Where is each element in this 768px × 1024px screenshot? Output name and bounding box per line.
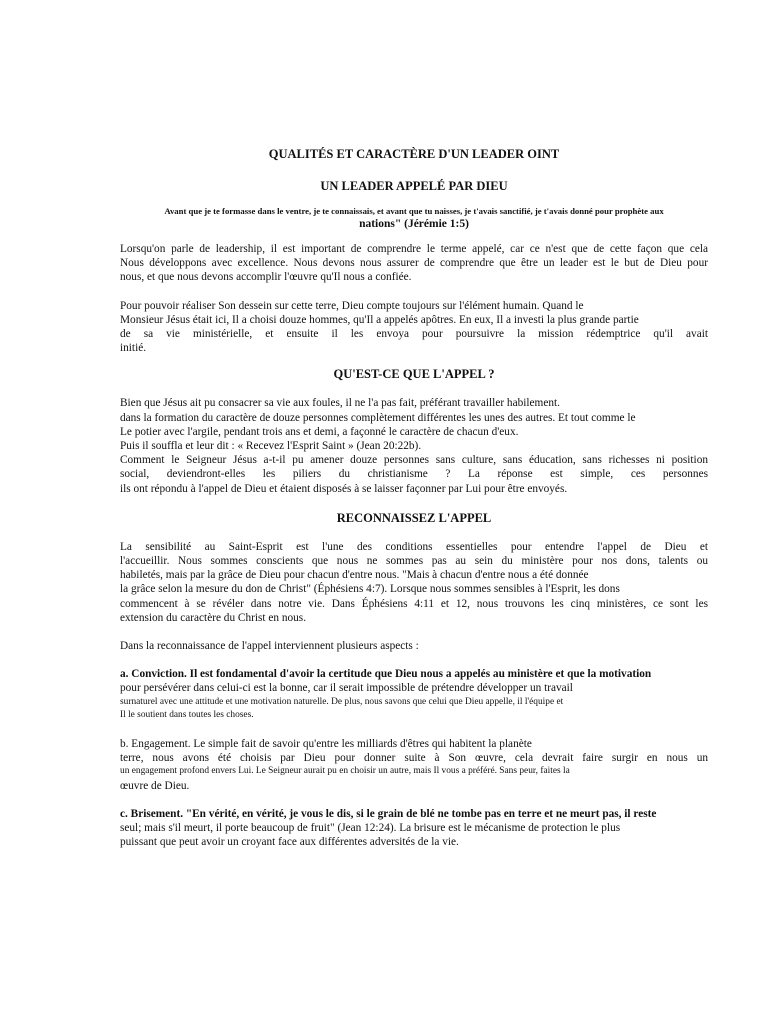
- paragraph-line: la grâce selon la mesure du don de Christ" (Éphésiens 4:7). Lorsque nous sommes sensibles à l'Esprit, les dons: [120, 583, 620, 596]
- paragraph-line: terre, nous avons été choisis par Dieu pour donner suite à Son œuvre, cela devrait faire surgir en nous un: [120, 751, 708, 764]
- paragraph-line: un engagement profond envers Lui. Le Seigneur aurait pu en choisir un autre, mais Il vous a préféré. Sans peur, faites la: [120, 766, 570, 777]
- epigraph-quote: Avant que je te formasse dans le ventre, je te connaissais, et avant que tu naisses, je t'avais sanctifié, je t'avais donné pour prophète aux: [164, 206, 664, 216]
- section1-paragraph: [120, 396, 708, 495]
- document-title: QUALITÉS ET CARACTÈRE D'UN LEADER OINT: [268, 147, 560, 161]
- paragraph-line: extension du caractère du Christ en nous.: [120, 611, 307, 624]
- epigraph-reference: nations" (Jérémie 1:5): [359, 218, 469, 230]
- paragraph-line: Bien que Jésus ait pu consacrer sa vie aux foules, il ne l'a pas fait, préférant travailler habilement.: [120, 397, 560, 410]
- paragraph-line: ils ont répondu à l'appel de Dieu et étaient disposés à se laisser façonner par Lui pour être envoyés.: [120, 482, 568, 495]
- section2-paragraph-2: [120, 639, 708, 653]
- paragraph-line: pour persévérer dans celui-ci est la bonne, car il serait impossible de prétendre développer un travail: [120, 682, 573, 695]
- paragraph-line: puissant que peut avoir un croyant face aux différentes adversités de la vie.: [120, 836, 459, 849]
- paragraph-line: Comment le Seigneur Jésus a-t-il pu amener douze personnes sans culture, sans éducation, sans richesses ni position: [120, 454, 708, 467]
- section-heading-reconnaissez: RECONNAISSEZ L'APPEL: [336, 510, 492, 525]
- paragraph-line: Puis il souffla et leur dit : « Recevez l'Esprit Saint » (Jean 20:22b).: [120, 440, 422, 453]
- paragraph-line: commencent à se révéler dans notre vie. Dans Éphésiens 4:11 et 12, nous trouvons les cinq ministères, ce sont les: [120, 597, 708, 610]
- point-b-engagement: [120, 737, 708, 793]
- paragraph-line: Pour pouvoir réaliser Son dessein sur cette terre, Dieu compte toujours sur l'élément humain. Quand le: [120, 299, 584, 312]
- paragraph-line: Dans la reconnaissance de l'appel interviennent plusieurs aspects :: [120, 640, 419, 653]
- paragraph-line: Monsieur Jésus était ici, Il a choisi douze hommes, qu'Il a appelés apôtres. En eux, Il a investi la plus grande partie: [120, 313, 639, 326]
- section-heading-appel: QU'EST-CE QUE L'APPEL ?: [333, 367, 495, 382]
- paragraph-line: social, deviendront-elles les piliers du christianisme ? La réponse est simple, ces personnes: [120, 468, 708, 481]
- paragraph-line: initié.: [120, 342, 147, 355]
- paragraph-line: seul; mais s'il meurt, il porte beaucoup de fruit" (Jean 12:24). La brisure est le mécanisme de protection le plus: [120, 821, 621, 834]
- section2-paragraph-1: [120, 540, 708, 625]
- point-c-lead: c. Brisement. "En vérité, en vérité, je vous le dis, si le grain de blé ne tombe pas en terre et ne meurt pas, il reste: [120, 807, 657, 820]
- document-body: [120, 146, 708, 863]
- paragraph-line: nous, et que nous devons accomplir l'œuvre qu'Il nous a confiée.: [120, 271, 412, 284]
- paragraph-line: Il le soutient dans toutes les choses.: [120, 710, 254, 721]
- paragraph-line: La sensibilité au Saint-Esprit est l'une des conditions essentielles pour entendre l'appel de Dieu et: [120, 540, 708, 553]
- point-a-lead: a. Conviction. Il est fondamental d'avoir la certitude que Dieu nous a appelés au ministère et que la motivation: [120, 668, 652, 681]
- intro-paragraph-2: [120, 299, 708, 356]
- paragraph-line: l'accueillir. Nous sommes conscients que nous ne sommes pas au sein du ministère pour nos dons, talents ou: [120, 555, 708, 568]
- paragraph-line: habiletés, mais par la grâce de Dieu pour chacun d'entre nous. "Mais à chacun d'entre nous a été donnée: [120, 569, 589, 582]
- paragraph-line: Nous développons avec excellence. Nous devons nous assurer de comprendre que être un leader est le but de Dieu pour: [120, 257, 708, 270]
- paragraph-line: Le potier avec l'argile, pendant trois ans et demi, a façonné le caractère de chacun d'eux.: [120, 425, 519, 438]
- paragraph-line: b. Engagement. Le simple fait de savoir qu'entre les milliards d'êtres qui habitent la planète: [120, 737, 532, 750]
- paragraph-line: œuvre de Dieu.: [120, 779, 190, 792]
- epigraph: [120, 205, 708, 232]
- paragraph-line: surnaturel avec une attitude et une motivation naturelle. De plus, nous savons que celui que Dieu appelle, il l'équipe et: [120, 696, 564, 707]
- intro-paragraph-1: [120, 242, 708, 285]
- document-subtitle: UN LEADER APPELÉ PAR DIEU: [320, 179, 508, 193]
- paragraph-line: Lorsqu'on parle de leadership, il est important de comprendre le terme appelé, car ce n'est que de cette façon que cela: [120, 243, 708, 255]
- paragraph-line: dans la formation du caractère de douze personnes complètement différentes les unes des autres. Et tout comme le: [120, 411, 636, 424]
- paragraph-line: de sa vie ministérielle, et ensuite il les envoya pour poursuivre la mission rédemptrice qu'il avait: [120, 328, 708, 341]
- point-c-brisement: [120, 807, 708, 850]
- point-a-conviction: [120, 667, 708, 722]
